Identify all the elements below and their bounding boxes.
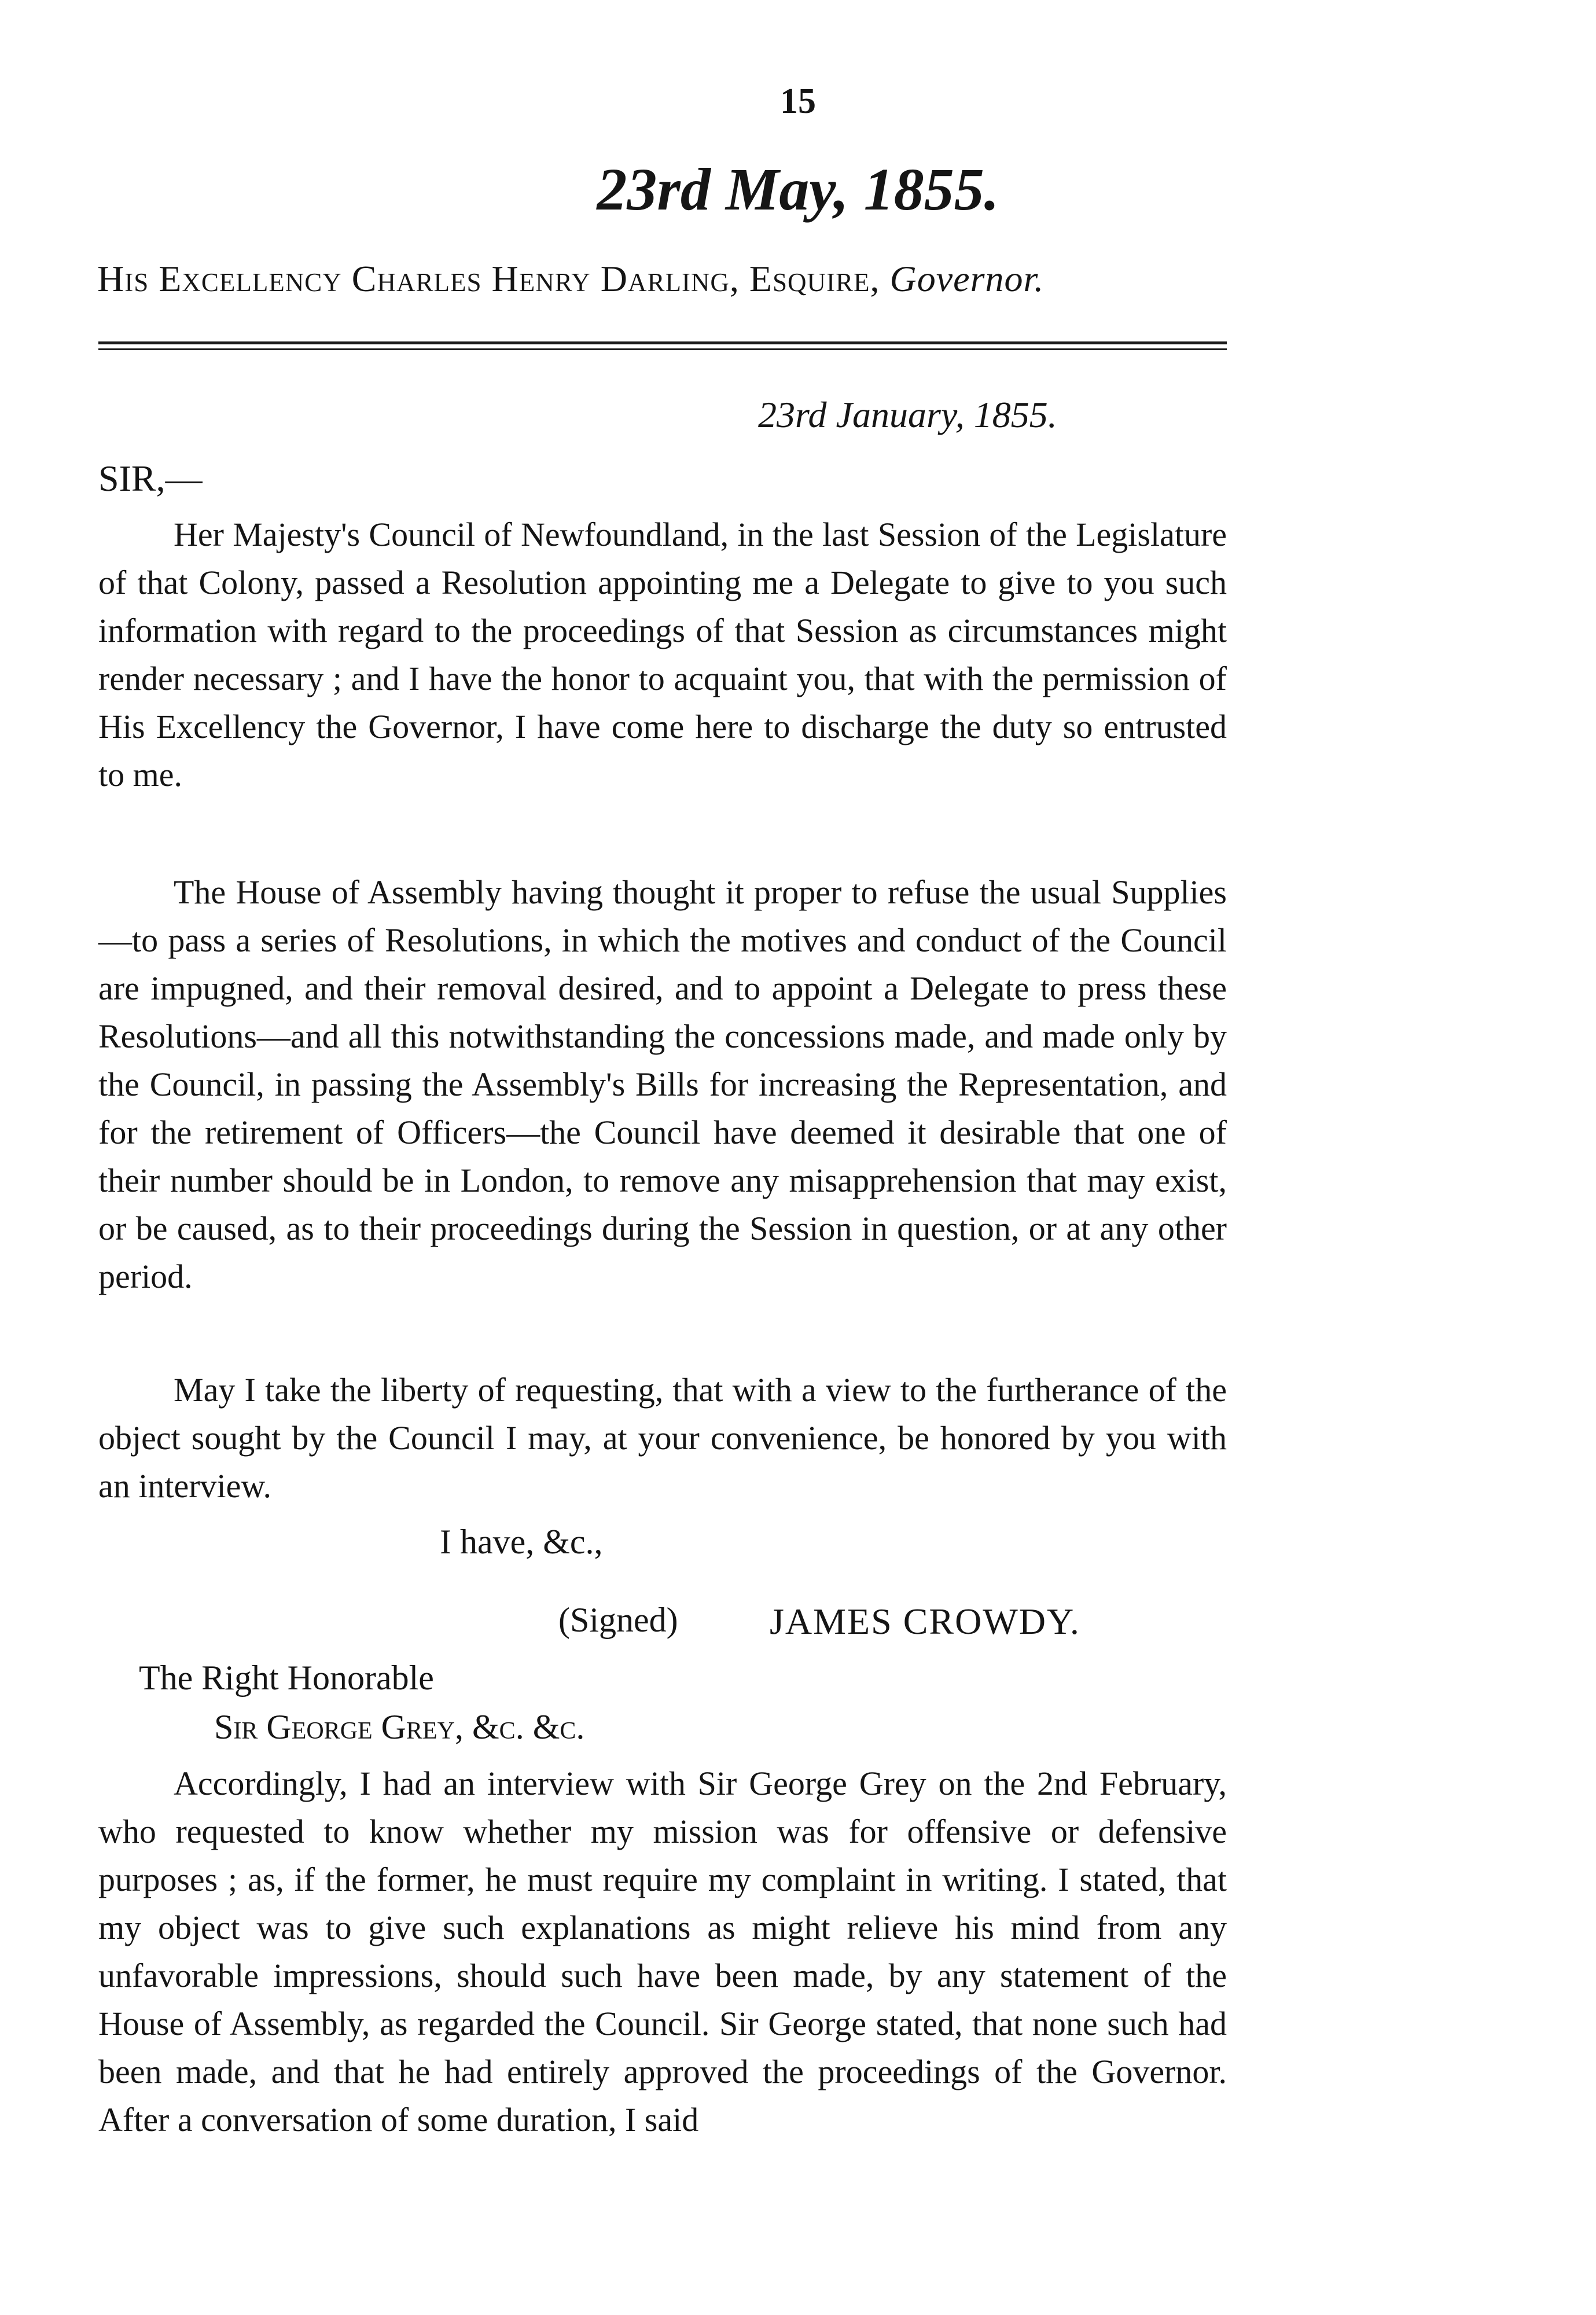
letter-date: 23rd January, 1855. bbox=[758, 394, 1057, 435]
paragraph-text: The House of Assembly having thought it proper to refuse the usual Supplies—to pass a series of Resolutions, in which the motives and conduct of the Council are impugned, and their removal desired, and to appoint a Delegate to press these Resolutions—and all this notwithstanding the concessions made, and made only by the Council, in passing the Assembly's Bills for increasing the Representation, and for the retirement of Officers—the Council have deemed it desirable that one of their number should be in London, to remove any misapprehension that may exist, or be caused, as to their proceedings during the Session in question, or at any other period. bbox=[98, 873, 1227, 1295]
paragraph-text: May I take the liberty of requesting, that with a view to the furtherance of the object sought by the Council I may, at your convenience, be honored by you with an interview. bbox=[98, 1371, 1227, 1505]
paragraph-text: Accordingly, I had an interview with Sir George Grey on the 2nd February, who requested to know whether my mission was for offensive or defensive purposes ; as, if the former, he must require my complaint in writing. I stated, that my object was to give such explanations as might relieve his mind from any unfavorable impressions, should such have been made, by any statement of the House of Assembly, as regarded the Council. Sir George stated, that none such had been made, and that he had entirely approved the proceedings of the Governor. After a conversation of some duration, I said bbox=[98, 1765, 1227, 2138]
letter-paragraph-3 bbox=[98, 1366, 1227, 1510]
addressee-line bbox=[97, 258, 1255, 300]
letter-paragraph-2 bbox=[98, 868, 1227, 1300]
recipient-line-2: Sir George Grey, &c. &c. bbox=[214, 1708, 585, 1746]
letter-paragraph-1 bbox=[98, 510, 1227, 799]
recipient-line-1: The Right Honorable bbox=[139, 1659, 434, 1697]
letter-closing: I have, &c., bbox=[440, 1523, 603, 1561]
divider-rule-thin bbox=[98, 348, 1227, 350]
divider-rule-thick bbox=[98, 341, 1227, 344]
letter-salutation: SIR,— bbox=[98, 458, 203, 499]
addressee-role: Governor. bbox=[889, 258, 1045, 299]
page-number: 15 bbox=[780, 82, 816, 121]
signed-label: (Signed) bbox=[558, 1601, 678, 1639]
addressee-title: His Excellency Charles Henry Darling, Esquire, bbox=[97, 258, 880, 299]
signer-name: JAMES CROWDY. bbox=[770, 1601, 1080, 1642]
narrative-paragraph bbox=[98, 1759, 1227, 2144]
paragraph-text: Her Majesty's Council of Newfoundland, in the last Session of the Legislature of that Colony, passed a Resolution appointing me a Delegate to give to you such information with regard to the proceedings of that Session as circumstances might render necessary ; and I have the honor to acquaint you, that with the permission of His Excellency the Governor, I have come here to discharge the duty so entrusted to me. bbox=[98, 516, 1227, 793]
dateline-heading: 23rd May, 1855. bbox=[597, 156, 999, 223]
